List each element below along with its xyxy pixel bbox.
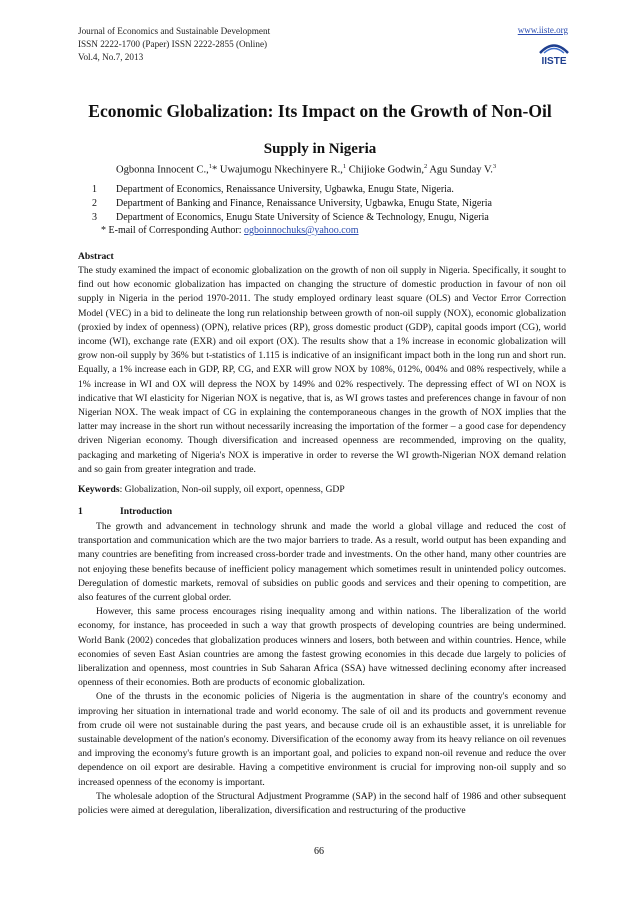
affiliation-text: Department of Banking and Finance, Renaissance University, Ugbawka, Enugu State, Nigeria bbox=[116, 198, 492, 209]
title-line-2: Supply in Nigeria bbox=[263, 141, 377, 157]
journal-issn: ISSN 2222-1700 (Paper) ISSN 2222-2855 (Online) bbox=[78, 39, 268, 49]
paragraph: The wholesale adoption of the Structural Adjustment Programme (SAP) in the second half of 1986 and other subsequent policies were aimed at deregulation, liberalization, diversification and restructuring of the productive bbox=[78, 790, 566, 817]
author-3: Chijioke Godwin, bbox=[346, 164, 425, 176]
journal-volume: Vol.4, No.7, 2013 bbox=[78, 52, 144, 62]
author-2-affil: 1 bbox=[342, 163, 347, 170]
abstract-text: The study examined the impact of economic globalization on the growth of non oil supply in Nigeria. Specifically, it sought to find out how economic globalization has impacted on changing the structure of domestic production in favour of non oil supply in Nigeria in the period 1970-2011. The study employed ordinary least square (OLS) and Vector Error Correction Model (VEC) in a bid to delineate the long run relationship between growth of non-oil supply (NOX), economic globalization (proxied by index of openness) (OPN), relative prices (RP), gross domestic product (GDP), capital goods import (CG), world income (WI), exchange rate (EXR) and oil export (OX). The results show that a 1% increase in economic globalization will grow non-oil supply by 36% but t-statistics of 1.115 is indicative of an insignificant impact both in the long run and short run. Equally, a 1% increase each in GDP, RP, CG, and EXR will grow NOX by 108%, 012%, 004% and 08% respectively, while a 1% increase in WI and OX will depress the NOX by 149% and 02% respectively. The depressing effect of WI on NOX is indicative that WI elasticity for Nigerian NOX is negative, that is, as WI grows tastes and preferences change in favour of non Nigerian NOX. The weak impact of CG in explaining the contemporaneous changes in the growth of NOX implies that the latter may increase in the short run without necessarily increasing the importation of the former – a good case for dependency driven Nigerian economy. Though diversification and increased openness are recommended, improving on the quality, packaging and marketing of Nigeria's NOX is imperative in order to reverse the WI growth-Nigerian NOX demand relation and so gain from greater integration and trade. bbox=[78, 265, 566, 475]
section-number: 1 bbox=[78, 506, 83, 517]
author-list bbox=[116, 160, 496, 177]
affiliation-number: 3 bbox=[92, 212, 97, 223]
keywords-text: : Globalization, Non-oil supply, oil export, openness, GDP bbox=[119, 484, 345, 495]
affiliation-2 bbox=[92, 197, 492, 210]
affiliation-1 bbox=[92, 183, 454, 196]
logo-text: IISTE bbox=[541, 56, 567, 66]
introduction-body bbox=[78, 520, 566, 818]
page-number: 66 bbox=[314, 846, 324, 857]
abstract-heading: Abstract bbox=[78, 251, 114, 262]
author-3-affil: 2 bbox=[424, 163, 428, 170]
affiliation-number: 2 bbox=[92, 198, 97, 209]
paper-title bbox=[62, 99, 578, 161]
paragraph: However, this same process encourages rising inequality among and within nations. The liberalization of the world economy, for instance, has proceeded in such a way that growth prospects of developing countries are being undermined. World Bank (2002) concedes that globalization produces winners and losers, both between and within countries. Hence, while economies of seven East Asian countries are among the fastest growing economies in this decade due largely to policies of liberalization and openness, most countries in Sub Saharan Africa (SSA) have witnessed declining economy after increased openness of their economies. Both are products of economic globalization. bbox=[78, 606, 566, 689]
author-1: Ogbonna Innocent C., bbox=[116, 164, 209, 176]
title-line-1: Economic Globalization: Its Impact on the Growth of Non-Oil bbox=[88, 101, 552, 121]
corresponding-label: * E-mail of Corresponding Author: bbox=[101, 225, 245, 236]
author-1-affil: 1 bbox=[208, 163, 212, 170]
paragraph: One of the thrusts in the economic policies of Nigeria is the augmentation in share of the country's economy and improving her situation in international trade and world economy. The sale of oil and its products and government revenue from crude oil were not sustainable during the past years, and because crude oil is an exhaustible asset, it is unreliable for sustainable development of the nation's economy. Diversification of the economy away from its heavy reliance on oil revenues and improving the economy's future growth is an important goal, and policies to expand non-oil revenue and reduce the over dependence on oil export are desirable. Having a competitive environment is crucial for improving non-oil supply and so increased openness of the economy is important. bbox=[78, 691, 566, 788]
journal-name: Journal of Economics and Sustainable Development bbox=[78, 26, 271, 36]
iiste-logo bbox=[537, 40, 571, 66]
section-heading bbox=[78, 506, 172, 517]
affiliation-3 bbox=[92, 211, 489, 224]
author-4-affil: 3 bbox=[492, 163, 497, 170]
journal-header bbox=[78, 25, 270, 64]
journal-url-link[interactable]: www.iiste.org bbox=[517, 25, 568, 35]
corresponding-author bbox=[101, 225, 359, 236]
author-2: * Uwajumogu Nkechinyere R., bbox=[211, 164, 343, 176]
affiliation-number: 1 bbox=[92, 184, 97, 195]
affiliation-text: Department of Economics, Renaissance University, Ugbawka, Enugu State, Nigeria. bbox=[116, 184, 454, 195]
keywords-label: Keywords bbox=[78, 484, 120, 495]
section-title: Introduction bbox=[120, 506, 173, 517]
author-4: Agu Sunday V. bbox=[427, 164, 493, 176]
corresponding-email-link[interactable]: ogboinnochuks@yahoo.com bbox=[244, 225, 359, 236]
affiliation-text: Department of Economics, Enugu State University of Science & Technology, Enugu, Nigeria bbox=[116, 212, 489, 223]
paragraph: The growth and advancement in technology shrunk and made the world a global village and reduced the cost of transportation and communication which are the two major barriers to trade. As a result, world output has been expanding and many countries are benefiting from increased cross-border trade and investments. On the other hand, many other countries are not enjoying these benefits because of inefficient policy management which sometimes result in unintended policy outcomes. Deregulation of domestic markets, removal of subsidies on public goods and services and their opening to competition, are also features of the current global order. bbox=[78, 521, 566, 604]
keywords bbox=[78, 483, 566, 497]
